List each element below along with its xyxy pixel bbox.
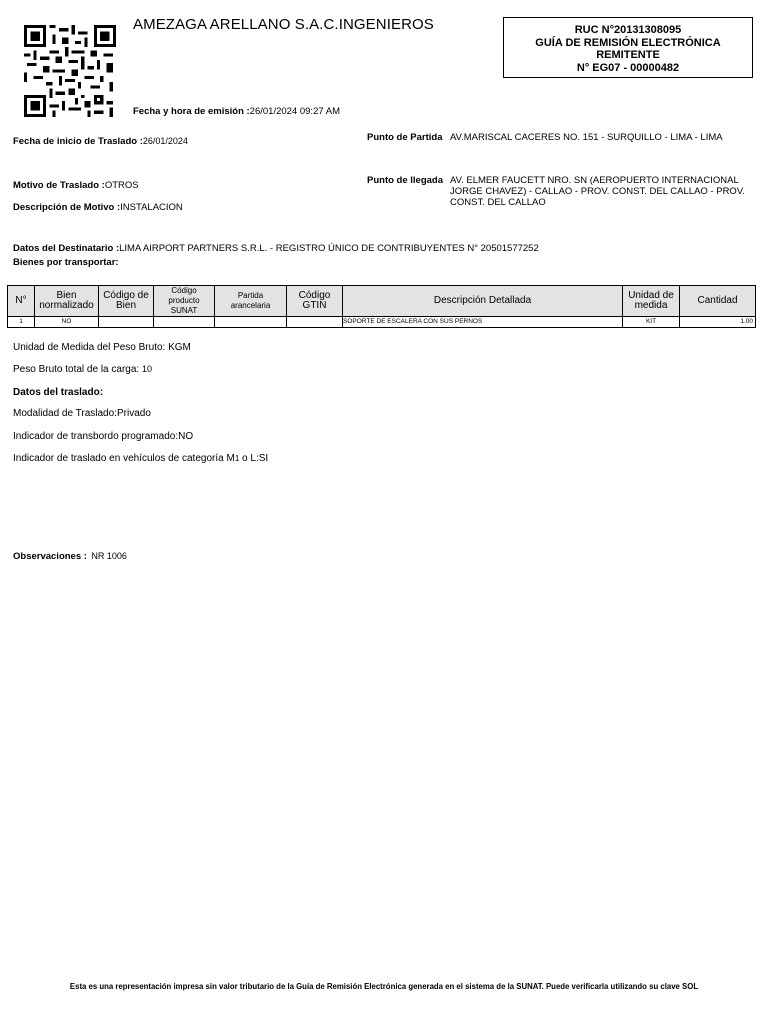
reason-desc-label: Descripción de Motivo : (13, 202, 121, 213)
gross-weight-value: 10 (141, 364, 152, 374)
recipient (13, 238, 539, 256)
table-row (8, 317, 756, 328)
observations (13, 546, 127, 564)
cell-bien-normalizado: NO (35, 317, 99, 328)
reason-label: Motivo de Traslado : (13, 180, 105, 191)
start-date-value: 26/01/2024 (142, 136, 188, 146)
emission-value: 26/01/2024 09:27 AM (249, 106, 340, 117)
observations-label: Observaciones : (13, 551, 87, 562)
cell-descripcion: SOPORTE DE ESCALERA CON SUS PERNOS (343, 317, 623, 328)
vehicle-category-indicator (13, 453, 268, 464)
goods-heading: Bienes por transportar: (13, 257, 119, 268)
weight-unit-label: Unidad de Medida del Peso Bruto: (13, 342, 166, 353)
emission-datetime (133, 101, 340, 119)
vehicle-category-value: SI (258, 453, 269, 464)
footer-disclaimer: Esta es una representación impresa sin valor tributario de la Guía de Remisión Electrónica generada en el sistema de la SUNAT. Puede verificarla utilizando su clave SOL (69, 982, 699, 991)
weight-unit-value: KGM (168, 342, 191, 353)
ruc-number: RUC N°20131308095 (574, 24, 682, 36)
cell-partida (215, 317, 287, 328)
start-date (13, 131, 188, 149)
gross-weight-label: Peso Bruto total de la carga: (13, 364, 140, 375)
col-header-n: N° (8, 286, 35, 317)
col-header-codigo-sunat: Código producto SUNAT (154, 286, 215, 317)
origin-label: Punto de Partida (367, 132, 443, 143)
col-header-codigo-bien: Código de Bien (99, 286, 154, 317)
col-header-descripcion: Descripción Detallada (343, 286, 623, 317)
vehicle-category-label2: o L: (239, 453, 259, 464)
destination-label: Punto de llegada (367, 175, 444, 186)
cell-unidad: KIT (623, 317, 680, 328)
transshipment-label: Indicador de transbordo programado: (13, 431, 179, 442)
start-date-label: Fecha de inicio de Traslado : (13, 136, 143, 147)
vehicle-category-sub: 1 (234, 454, 240, 463)
col-header-partida: Partida arancelaria (215, 286, 287, 317)
document-type-sub: REMITENTE (596, 49, 660, 61)
transshipment-value: NO (178, 431, 194, 442)
col-header-gtin: Código GTIN (287, 286, 343, 317)
origin-value: AV.MARISCAL CACERES NO. 151 - SURQUILLO - LIMA - LIMA (450, 132, 723, 143)
col-header-unidad: Unidad de medida (623, 286, 680, 317)
qr-code (21, 25, 119, 117)
recipient-value: LIMA AIRPORT PARTNERS S.R.L. - REGISTRO ÚNICO DE CONTRIBUYENTES N° 20501577252 (119, 243, 539, 254)
reason-value: OTROS (104, 180, 139, 191)
cell-cantidad: 1.00 (680, 317, 756, 328)
col-header-cantidad: Cantidad (680, 286, 756, 317)
vehicle-category-label: Indicador de traslado en vehículos de categoría M (13, 453, 235, 464)
gross-weight (13, 364, 152, 375)
reason-desc-value: INSTALACION (120, 202, 183, 213)
ruc-box (503, 17, 753, 78)
col-header-bien-normalizado: Bien normalizado (35, 286, 99, 317)
recipient-label: Datos del Destinatario : (13, 243, 120, 254)
cell-n: 1 (8, 317, 35, 328)
table-header-row (8, 286, 756, 317)
modality-value: Privado (116, 408, 151, 419)
cell-gtin (287, 317, 343, 328)
transfer-data-heading: Datos del traslado: (13, 387, 104, 398)
weight-unit (13, 342, 191, 353)
modality-label: Modalidad de Traslado: (13, 408, 117, 419)
document-type: GUÍA DE REMISIÓN ELECTRÓNICA (535, 36, 721, 49)
emission-label: Fecha y hora de emisión : (133, 106, 250, 117)
company-name: AMEZAGA ARELLANO S.A.C.INGENIEROS (133, 16, 434, 33)
goods-table (7, 285, 756, 328)
transfer-modality (13, 408, 151, 419)
cell-codigo-bien (99, 317, 154, 328)
observations-value: NR 1006 (91, 551, 127, 561)
transshipment-indicator (13, 431, 193, 442)
transfer-reason (13, 175, 139, 193)
destination-value: AV. ELMER FAUCETT NRO. SN (AEROPUERTO INTERNACIONAL JORGE CHAVEZ) - CALLAO - PROV. CONST. DEL CALLAO - PROV. CONST. DEL CALLAO (450, 175, 745, 208)
cell-codigo-sunat (154, 317, 215, 328)
reason-description (13, 197, 183, 215)
document-number: N° EG07 - 00000482 (576, 61, 680, 74)
